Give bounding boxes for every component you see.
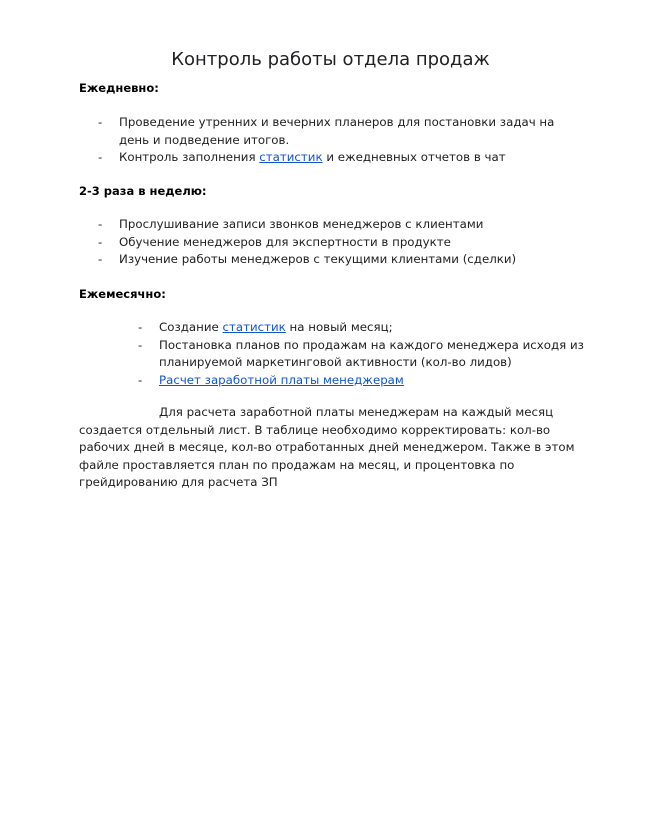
- list-item-text: Проведение утренних и вечерних планеров для постановки задач на день и подведение итогов.: [119, 115, 555, 147]
- list-item: [138, 372, 584, 390]
- list-item-text: Создание: [159, 320, 223, 334]
- daily-list: [98, 114, 579, 167]
- bullet-dash: -: [98, 234, 103, 249]
- statistics-link[interactable]: статистик: [259, 150, 323, 164]
- salary-paragraph: Для расчета заработной платы менеджерам на каждый месяц создается отдельный лист. В таблице необходимо корректировать: кол-во рабочих дней в месяце, кол-во отработанных дней менеджером. Также в этом файле проставляется план по продажам на месяц, и процентовка по грейдированию для расчета ЗП: [79, 405, 575, 489]
- list-item: [138, 337, 584, 372]
- bullet-dash: -: [98, 115, 103, 129]
- list-item: [98, 234, 579, 252]
- list-item-text: Постановка планов по продажам на каждого менеджера исходя из планируемой маркетинговой активности (кол-во лидов): [159, 337, 584, 369]
- list-item-text: Контроль заполнения: [119, 150, 260, 164]
- list-item: [98, 251, 579, 269]
- list-item: [98, 149, 579, 167]
- bullet-dash: -: [98, 217, 103, 231]
- section-heading-weekly: 2-3 раза в неделю:: [79, 184, 207, 198]
- list-item-text: на новый месяц;: [285, 320, 393, 334]
- section-heading-daily: Ежедневно:: [79, 81, 159, 95]
- list-item-text: Изучение работы менеджеров с текущими клиентами (сделки): [119, 252, 517, 266]
- bullet-dash: -: [98, 252, 103, 266]
- list-item-text: и ежедневных отчетов в чат: [322, 150, 506, 164]
- salary-calculation-link[interactable]: Расчет заработной платы менеджерам: [159, 372, 404, 387]
- monthly-list: [138, 319, 584, 389]
- list-item: [98, 216, 579, 234]
- document-title: Контроль работы отдела продаж: [171, 49, 490, 70]
- bullet-dash: -: [98, 150, 103, 164]
- bullet-dash: -: [138, 337, 143, 352]
- list-item-text: Прослушивание записи звонков менеджеров с клиентами: [119, 217, 484, 231]
- list-item-text: Обучение менеджеров для экспертности в продукте: [119, 234, 451, 249]
- section-heading-monthly: Ежемесячно:: [79, 287, 166, 301]
- bullet-dash: -: [138, 372, 143, 387]
- list-item: [138, 319, 584, 337]
- list-item: [98, 114, 579, 149]
- bullet-dash: -: [138, 320, 143, 334]
- statistics-link[interactable]: статистик: [222, 320, 286, 334]
- weekly-list: [98, 216, 579, 269]
